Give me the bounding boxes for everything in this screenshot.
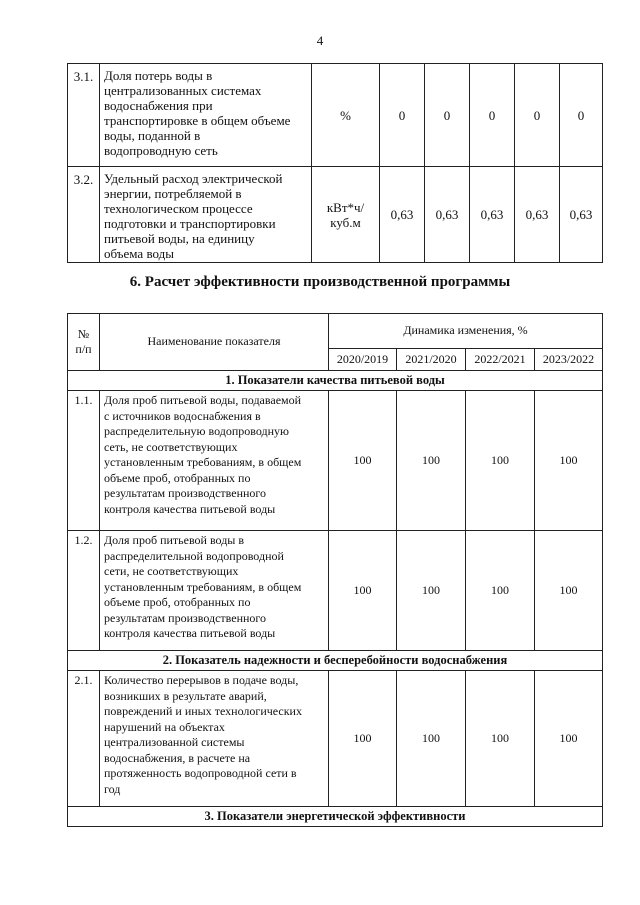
row-number: 1.2. [68,531,100,651]
section-row [68,371,603,391]
text-line: протяженность водопроводной сети в [104,766,297,780]
value-cell: 0 [470,64,515,167]
section-row [68,651,603,671]
indicators-table-continued [67,63,603,263]
row-number: 2.1. [68,671,100,807]
value-cell: 0 [515,64,560,167]
text-line: объеме проб, отобранных по [104,470,251,485]
text-line: воды, поданной в [104,128,201,143]
value-cell: 100 [397,531,466,651]
text-line: сеть, не соответствующих [104,439,238,454]
value-cell: 100 [466,531,535,651]
header-name: Наименование показателя [100,314,329,371]
value-cell: 100 [535,671,603,807]
value-cell: 0 [560,64,603,167]
header-num-line: № [77,326,90,341]
indicator-name [100,671,329,807]
value-cell: 0,63 [515,167,560,263]
unit-cell [312,167,380,263]
text-line: водоснабжения при [104,98,213,113]
header-num-line: п/п [75,342,92,356]
text-line: установленным требованиям, в общем [104,455,302,469]
value-cell: 100 [329,671,397,807]
value-cell: 100 [329,531,397,651]
text-line: сети, не соответствующих [104,564,239,578]
row-number: 1.1. [68,391,100,531]
text-line: год [104,781,121,796]
text-line: Количество перерывов в подаче воды, [104,673,299,687]
indicator-name [100,167,312,263]
text-line: транспортировке в общем объеме [104,113,291,128]
section-title: 6. Расчет эффективности производственной программы [129,274,511,290]
text-line: Удельный расход электрической [104,171,283,186]
value-cell: 100 [535,391,603,531]
value-cell: 100 [466,671,535,807]
indicator-name [100,391,329,531]
value-cell: 0,63 [470,167,515,263]
header-num [68,314,100,371]
table-row [68,671,603,807]
header-dynamics: Динамика изменения, % [329,314,603,349]
text-line: водоснабжения, в расчете на [104,750,251,765]
value-cell: 100 [535,531,603,651]
text-line: технологическом процессе [104,201,253,216]
value-cell: 0 [425,64,470,167]
text-line: объеме проб, отобранных по [104,595,251,609]
text-line: распределительной водопроводной [104,548,284,563]
text-line: подготовки и транспортировки [104,216,276,231]
efficiency-table [67,313,603,827]
table-row [68,391,603,531]
text-line: энергии, потребляемой в [104,186,242,201]
table-row [68,167,603,263]
text-line: объема воды [104,246,174,261]
text-line: контроля качества питьевой воды [104,501,276,516]
text-line: Доля проб питьевой воды, подаваемой [104,393,302,407]
section-heading: 1. Показатели качества питьевой воды [68,371,603,391]
text-line: Доля проб питьевой воды в [104,533,245,547]
value-cell: 100 [397,391,466,531]
text-line: с источников водоснабжения в [104,408,261,423]
value-cell: 0 [380,64,425,167]
table-row [68,531,603,651]
row-number: 3.1. [68,64,100,167]
text-line: результатам производственного [104,486,267,500]
indicator-name [100,64,312,167]
text-line: централизованных системах [104,83,262,98]
section-heading: 3. Показатели энергетической эффективности [68,807,603,827]
header-period: 2023/2022 [535,349,603,371]
text-line: возникших в результате аварий, [104,688,267,703]
page-number: 4 [316,33,324,48]
text-line: Доля потерь воды в [104,68,213,83]
value-cell: 100 [329,391,397,531]
table-row [68,64,603,167]
unit-cell [312,64,380,167]
header-period: 2021/2020 [397,349,466,371]
text-line: % [340,107,351,123]
text-line: кВт*ч/ [326,199,365,215]
text-line: установленным требованиям, в общем [104,579,302,594]
section-row [68,807,603,827]
text-line: водопроводную сеть [104,143,218,158]
text-line: куб.м [330,214,361,230]
header-period: 2022/2021 [466,349,535,371]
text-line: централизованной системы [104,735,245,749]
value-cell: 0,63 [425,167,470,263]
indicator-name [100,531,329,651]
row-number: 3.2. [68,167,100,263]
text-line: повреждений и иных технологических [104,704,302,718]
text-line: контроля качества питьевой воды [104,626,276,640]
value-cell: 100 [466,391,535,531]
value-cell: 100 [397,671,466,807]
value-cell: 0,63 [560,167,603,263]
text-line: результатам производственного [104,610,267,625]
section-heading: 2. Показатель надежности и бесперебойности водоснабжения [68,651,603,671]
text-line: распределительную водопроводную [104,424,289,438]
header-period: 2020/2019 [329,349,397,371]
value-cell: 0,63 [380,167,425,263]
text-line: питьевой воды, на единицу [104,231,255,246]
text-line: нарушений на объектах [104,719,225,734]
